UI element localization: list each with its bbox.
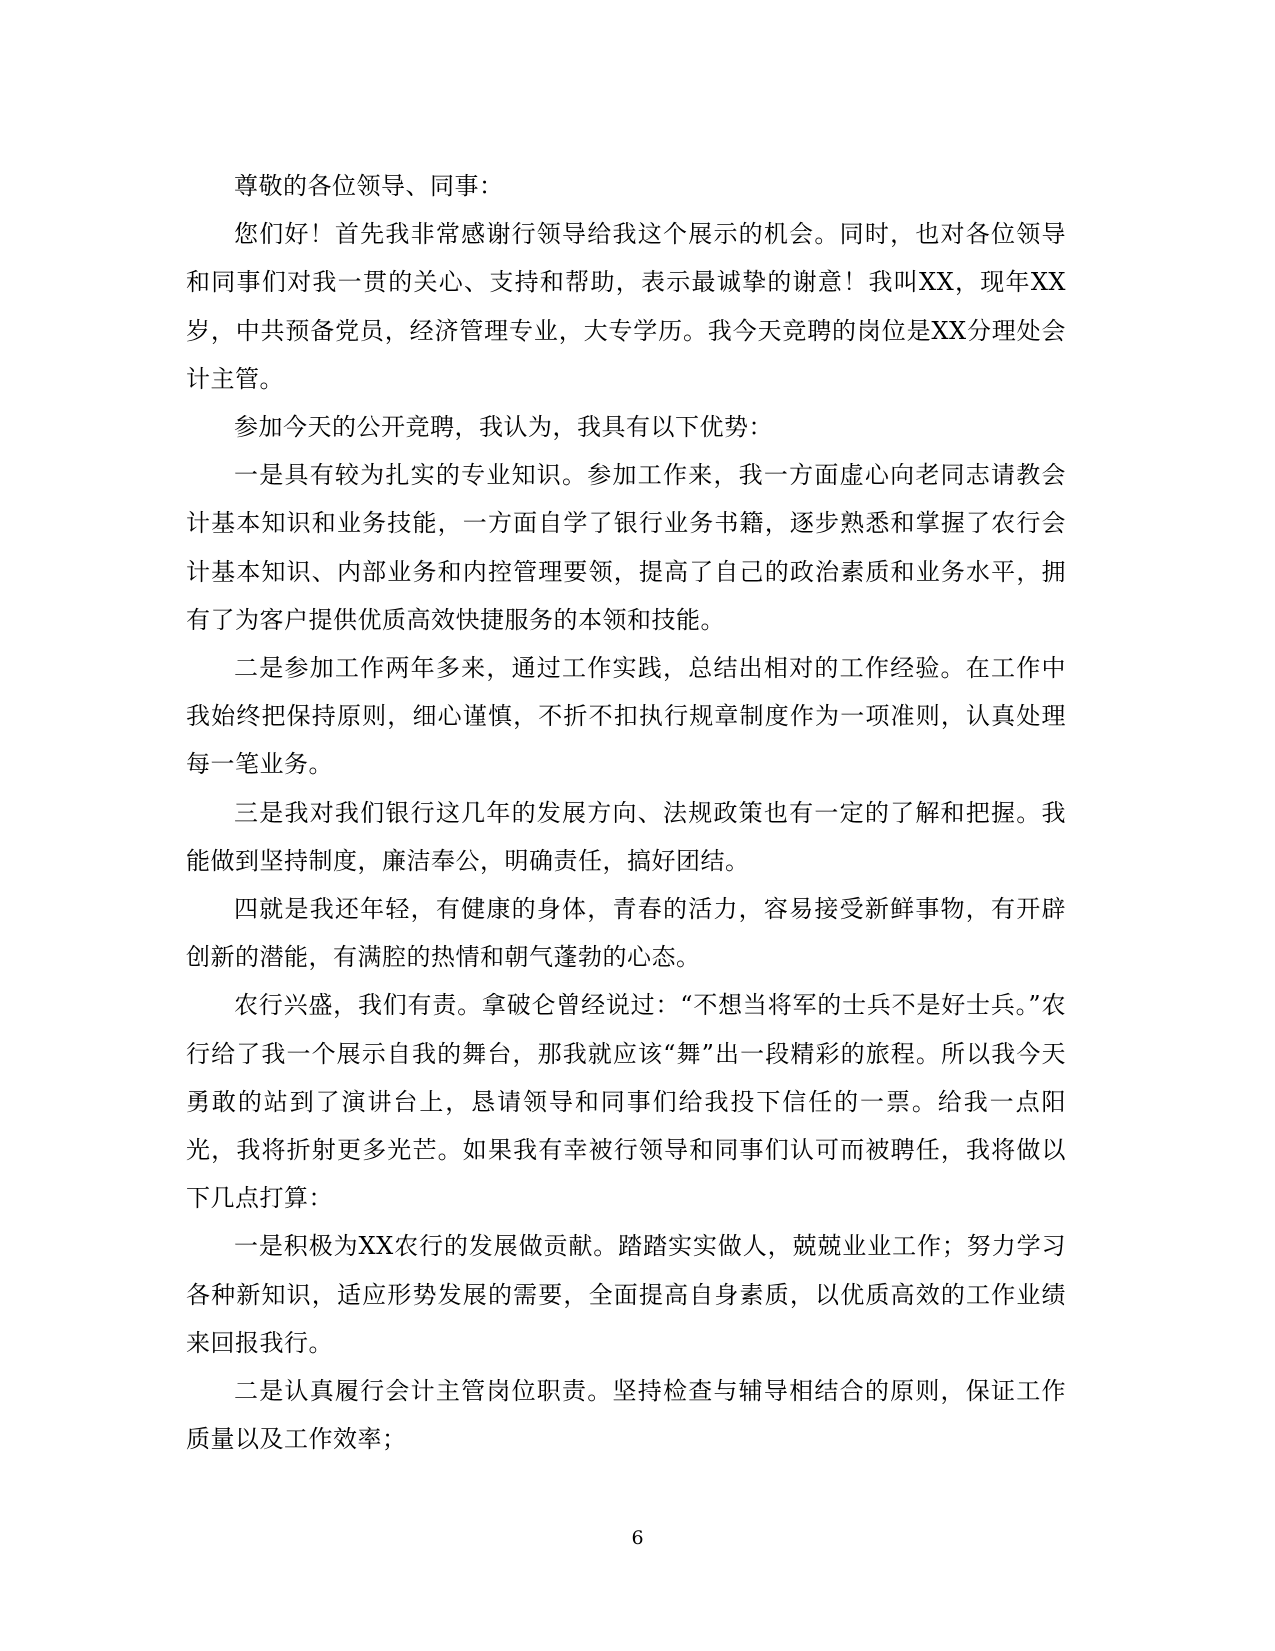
paragraph-advantage-1: 一是具有较为扎实的专业知识。参加工作来，我一方面虚心向老同志请教会计基本知识和业务技能，一方面自学了银行业务书籍，逐步熟悉和掌握了农行会计基本知识、内部业务和内控管理要领，提高了自己的政治素质和业务水平，拥有了为客户提供优质高效快捷服务的本领和技能。 [186, 461, 1066, 634]
page-number: 6 [631, 1527, 644, 1549]
paragraph-advantage-4: 四就是我还年轻，有健康的身体，青春的活力，容易接受新鲜事物，有开辟创新的潜能，有满腔的热情和朝气蓬勃的心态。 [186, 895, 1066, 972]
paragraph-advantages-intro: 参加今天的公开竞聘，我认为，我具有以下优势： [234, 413, 773, 442]
paragraph-introduction: 您们好！首先我非常感谢行领导给我这个展示的机会。同时，也对各位领导和同事们对我一贯的关心、支持和帮助，表示最诚挚的谢意！我叫XX，现年XX岁，中共预备党员，经济管理专业，大专学历。我今天竞聘的岗位是XX分理处会计主管。 [186, 220, 1066, 393]
paragraph-plan-1: 一是积极为XX农行的发展做贡献。踏踏实实做人，兢兢业业工作；努力学习各种新知识，适应形势发展的需要，全面提高自身素质，以优质高效的工作业绩来回报我行。 [186, 1232, 1066, 1357]
document-body [186, 162, 1066, 1463]
paragraph-advantage-3: 三是我对我们银行这几年的发展方向、法规政策也有一定的了解和把握。我能做到坚持制度，廉洁奉公，明确责任，搞好团结。 [186, 798, 1066, 875]
paragraph-salutation: 尊敬的各位领导、同事： [234, 172, 504, 200]
paragraph-plans-intro: 农行兴盛，我们有责。拿破仑曾经说过：“不想当将军的士兵不是好士兵。”农行给了我一个展示自我的舞台，那我就应该“舞”出一段精彩的旅程。所以我今天勇敢的站到了演讲台上，恳请领导和同事们给我投下信任的一票。给我一点阳光，我将折射更多光芒。如果我有幸被行领导和同事们认可而被聘任，我将做以下几点打算： [186, 991, 1066, 1213]
paragraph-plan-2: 二是认真履行会计主管岗位职责。坚持检查与辅导相结合的原则，保证工作质量以及工作效率； [186, 1377, 1066, 1454]
paragraph-advantage-2: 二是参加工作两年多来，通过工作实践，总结出相对的工作经验。在工作中我始终把保持原则，细心谨慎，不折不扣执行规章制度作为一项准则，认真处理每一笔业务。 [186, 654, 1066, 779]
